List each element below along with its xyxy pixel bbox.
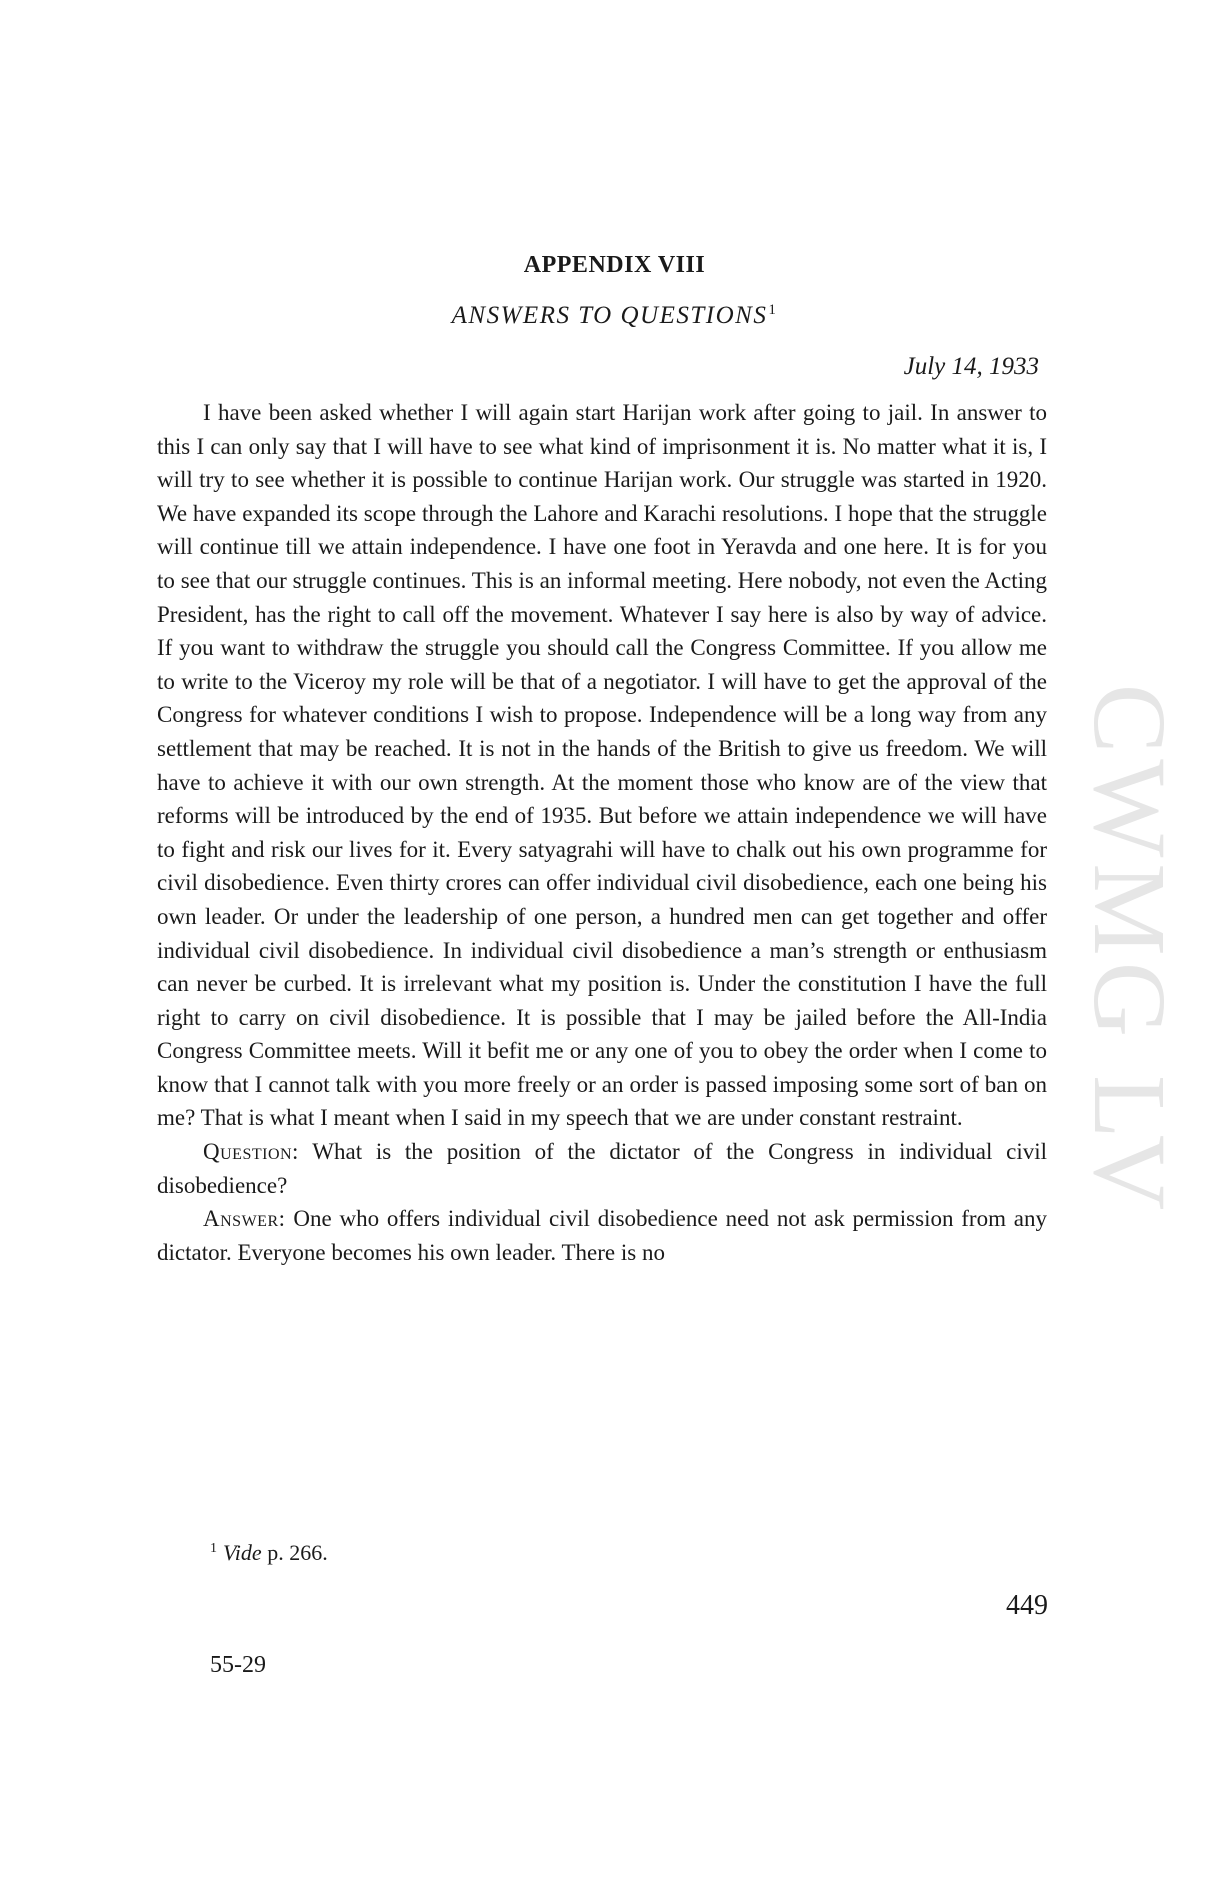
answer-text: One who offers individual civil disobedience need not ask permission from any dictator. Everyone becomes his own leader. There is no: [157, 1206, 1048, 1265]
footnote-ref: p. 266.: [267, 1540, 328, 1565]
page-number: 449: [1006, 1590, 1048, 1621]
title-text: ANSWERS TO QUESTIONS: [451, 302, 768, 329]
question-text: What is the position of the dictator of the Congress in individual civil disobedience?: [157, 1139, 1048, 1198]
footnote-vide: Vide: [223, 1540, 262, 1565]
paragraph-1: I have been asked whether I will again start Harijan work after going to jail. In answer to this I can only say that I will have to see what kind of imprisonment it is. No matter what it is, I will try to see whether it is possible to continue Harijan work. Our struggle was started in 1920. We have expanded its scope through the Lahore and Karachi resolutions. I hope that the struggle will continue till we attain independence. I have one foot in Yeravda and one here. It is for you to see that our struggle continues. This is an informal meeting. Here nobody, not even the Acting President, has the right to call off the movement. Whatever I say here is also by way of advice. If you want to withdraw the struggle you should call the Congress Committee. If you allow me to write to the Viceroy my role will be that of a negotiator. I will have to get the approval of the Congress for whatever conditions I wish to propose. Independence will be a long way from any settlement that may be reached. It is not in the hands of the British to give us freedom. We will have to achieve it with our own strength. At the moment those who know are of the view that reforms will be introduced by the end of 1935. But before we attain independence we will have to fight and risk our lives for it. Every satyagrahi will have to chalk out his own programme for civil disobedience. Even thirty crores can offer individual civil disobedience, each one being his own leader. Or under the leadership of one person, a hundred men can get together and offer individual civil disobedience. In individual civil disobedience a man’s strength or enthusiasm can never be curbed. It is irrelevant what my position is. Under the constitution I have the full right to carry on civil disobedience. It is possible that I may be jailed before the All-India Congress Committee meets. Will it befit me or any one of you to obey the order when I come to know that I cannot talk with you more freely or an order is passed imposing some sort of ban on me? That is what I meant when I said in my speech that we are under constant restraint.: [157, 400, 1047, 1131]
watermark: [1060, 530, 1187, 1370]
question-label: Question:: [203, 1139, 299, 1165]
answer-label: Answer:: [203, 1206, 286, 1232]
body-text: [157, 396, 1047, 1269]
document-title: [0, 302, 1229, 330]
watermark-text: CWMG LV: [1072, 683, 1187, 1217]
sheet-mark: 55-29: [210, 1652, 266, 1678]
title-footnote-mark: 1: [768, 302, 778, 318]
answer-paragraph: [157, 1202, 1047, 1269]
appendix-heading: APPENDIX VIII: [523, 252, 706, 278]
question-paragraph: [157, 1135, 1047, 1202]
date-line: July 14, 1933: [903, 353, 1039, 380]
footnote: [210, 1540, 328, 1566]
footnote-mark: 1: [210, 1541, 217, 1556]
